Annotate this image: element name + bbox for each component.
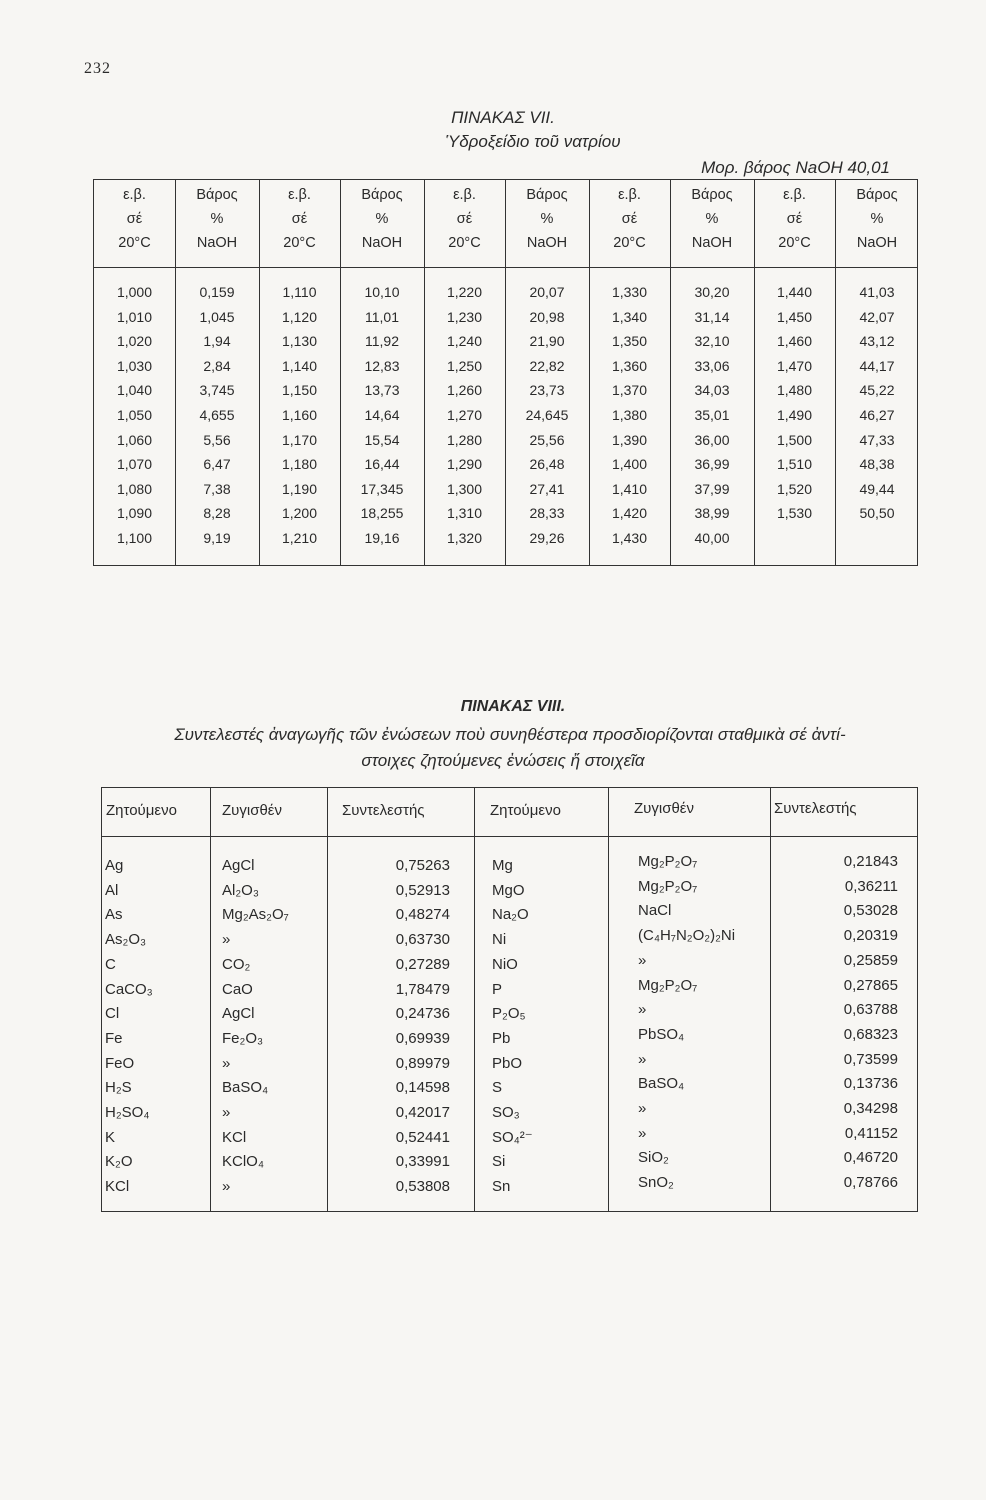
- header-line: σέ: [126, 211, 143, 227]
- sg-value: 1,440: [776, 284, 813, 300]
- header-sought-1: Ζητούμενο: [106, 802, 177, 819]
- sg-value: 1,120: [281, 308, 318, 325]
- pct-column: [175, 280, 259, 551]
- sg-column: [589, 280, 670, 551]
- pct-value: 1,94: [203, 333, 231, 350]
- header-weight-percent: [835, 180, 919, 267]
- sought-cell: Pb: [492, 1029, 511, 1047]
- weighed-cell: BaSO₄: [638, 1075, 685, 1093]
- pct-value: 18,255: [360, 505, 404, 522]
- weighed-cell: AgCl: [222, 857, 255, 874]
- sought-cell: Mg: [492, 857, 513, 874]
- weighed-cell: Mg₂As₂O₇: [222, 906, 289, 924]
- sg-value: 1,010: [116, 308, 153, 325]
- pct-value: 21,90: [529, 333, 565, 350]
- pct-value: 7,38: [203, 480, 231, 497]
- header-line: ε.β.: [453, 187, 476, 203]
- pct-value: 36,99: [694, 456, 730, 473]
- sg-value: 1,390: [611, 431, 648, 448]
- header-line: NaOH: [691, 235, 733, 251]
- pct-value: 45,22: [859, 382, 895, 399]
- header-line: ε.β.: [123, 187, 146, 203]
- factor-cell: 0,41152: [844, 1124, 898, 1142]
- header-line: 20°C: [118, 235, 151, 251]
- factor-cell: 0,78766: [843, 1174, 898, 1192]
- weighed-cell: »: [638, 1100, 647, 1118]
- sg-column: [754, 280, 835, 526]
- pct-value: 2,84: [203, 357, 231, 374]
- sought-cell: As: [105, 906, 123, 924]
- weighed-cell: Mg₂P₂O₇: [638, 877, 698, 895]
- sg-value: 1,370: [611, 382, 648, 399]
- pct-value: 42,07: [859, 308, 895, 325]
- header-sought-2: Ζητούμενο: [490, 802, 561, 819]
- sg-value: 1,450: [776, 308, 813, 325]
- weighed-cell: »: [222, 1104, 231, 1122]
- sought-cell: S: [492, 1079, 503, 1097]
- weighed-cell: SnO₂: [638, 1174, 674, 1192]
- header-line: NaOH: [526, 235, 568, 251]
- sought-cell: Si: [492, 1153, 506, 1171]
- sg-value: 1,400: [611, 456, 648, 473]
- weighed-cell: (C₄H₇N₂O₂)₂Ni: [638, 927, 736, 945]
- pct-value: 17,345: [360, 480, 404, 497]
- header-line: Βάρος: [691, 187, 733, 203]
- pct-value: 46,27: [859, 406, 895, 423]
- header-line: 20°C: [448, 235, 481, 251]
- pct-value: 31,14: [694, 308, 730, 325]
- table8-col-divider: [608, 788, 609, 1211]
- pct-value: 16,44: [364, 456, 400, 473]
- header-line: 20°C: [283, 235, 316, 251]
- sg-value: 1,140: [281, 357, 318, 374]
- sought-cell: H₂SO₄: [105, 1104, 150, 1122]
- sg-value: 1,060: [116, 431, 153, 448]
- sg-value: 1,210: [281, 529, 318, 546]
- sg-value: 1,130: [281, 333, 318, 350]
- gravimetric-factors-table: [101, 787, 918, 1212]
- header-line: σέ: [456, 211, 473, 227]
- sg-value: 1,300: [446, 480, 483, 497]
- pct-value: 19,16: [364, 529, 400, 546]
- sg-value: 1,030: [116, 357, 153, 374]
- sg-column: [259, 280, 340, 551]
- weighed-cell: AgCl: [222, 1005, 255, 1023]
- sought-cell: KCl: [105, 1178, 130, 1196]
- page-number: 232: [84, 60, 111, 77]
- pct-value: 1,045: [199, 308, 235, 325]
- sought-cell: As₂O₃: [105, 931, 147, 949]
- pct-value: 48,38: [859, 456, 895, 473]
- sought-cell: PbO: [492, 1054, 523, 1072]
- pct-value: 20,07: [529, 284, 565, 300]
- header-line: ε.β.: [618, 187, 641, 203]
- factor-cell: 0,13736: [843, 1075, 898, 1093]
- sg-value: 1,150: [281, 382, 318, 399]
- sg-value: 1,230: [446, 308, 483, 325]
- factor-cell: 0,52913: [395, 881, 450, 899]
- sg-value: 1,280: [446, 431, 483, 448]
- sg-value: 1,110: [282, 284, 317, 300]
- factor-cell: 0,89979: [395, 1054, 450, 1072]
- factor-cell: 0,27289: [395, 955, 450, 973]
- header-factor-2: Συντελεστής: [774, 800, 857, 817]
- pct-value: 25,56: [529, 431, 565, 448]
- factor-cell: 0,53028: [843, 902, 898, 920]
- weighed-cell: »: [638, 1124, 647, 1142]
- pct-value: 33,06: [694, 357, 730, 374]
- pct-value: 36,00: [694, 431, 730, 448]
- header-weighed-2: Ζυγισθέν: [634, 800, 694, 817]
- sg-value: 1,020: [116, 333, 153, 350]
- factor-cell: 0,42017: [395, 1104, 450, 1122]
- pct-value: 49,44: [859, 480, 895, 497]
- pct-value: 5,56: [203, 431, 231, 448]
- factor-cell: 0,25859: [843, 951, 898, 969]
- pct-value: 0,159: [199, 284, 235, 300]
- sg-value: 1,290: [446, 456, 483, 473]
- factor-cell: 0,20319: [843, 927, 898, 945]
- weighed-cell: SiO₂: [638, 1149, 669, 1167]
- factor-cell: 0,73599: [843, 1050, 898, 1068]
- factor-cell: 0,48274: [395, 906, 450, 924]
- sought-cell: Ag: [105, 857, 124, 874]
- pct-value: 9,19: [203, 529, 231, 546]
- sg-value: 1,100: [116, 529, 153, 546]
- weighed-column: [638, 850, 768, 1196]
- pct-value: 40,00: [694, 529, 730, 546]
- sg-value: 1,040: [116, 382, 153, 399]
- weighed-cell: Mg₂P₂O₇: [638, 853, 698, 870]
- header-line: σέ: [786, 211, 803, 227]
- pct-value: 11,92: [365, 333, 399, 350]
- pct-value: 3,745: [199, 382, 235, 399]
- header-line: NaOH: [361, 235, 403, 251]
- header-line: %: [375, 211, 389, 227]
- sought-column: [105, 854, 205, 1200]
- header-weight-percent: [670, 180, 754, 267]
- header-specific-gravity: [259, 180, 340, 267]
- weighed-cell: »: [222, 931, 231, 949]
- header-specific-gravity: [589, 180, 670, 267]
- header-line: ε.β.: [783, 187, 806, 203]
- factor-cell: 0,24736: [395, 1005, 450, 1023]
- header-specific-gravity: [94, 180, 175, 267]
- weighed-cell: BaSO₄: [222, 1079, 269, 1097]
- weighed-cell: CaO: [222, 980, 253, 998]
- sought-cell: MgO: [492, 881, 525, 899]
- weighed-cell: PbSO₄: [638, 1025, 685, 1043]
- sought-cell: C: [105, 955, 116, 973]
- pct-value: 38,99: [694, 505, 730, 522]
- weighed-cell: »: [638, 951, 647, 969]
- sg-value: 1,070: [116, 456, 153, 473]
- weighed-cell: »: [638, 1001, 647, 1019]
- weighed-cell: »: [222, 1178, 231, 1196]
- weighed-cell: NaCl: [638, 902, 672, 920]
- pct-value: 23,73: [529, 382, 565, 399]
- sg-value: 1,200: [281, 505, 318, 522]
- header-line: Βάρος: [361, 187, 403, 203]
- factor-cell: 1,78479: [395, 980, 450, 998]
- pct-value: 11,01: [365, 308, 399, 325]
- header-weight-percent: [505, 180, 589, 267]
- sg-value: 1,180: [281, 456, 318, 473]
- sought-cell: FeO: [105, 1054, 135, 1072]
- header-line: Βάρος: [196, 187, 238, 203]
- sought-cell: K: [105, 1128, 116, 1146]
- header-weighed-1: Ζυγισθέν: [222, 802, 282, 819]
- sg-value: 1,160: [281, 406, 318, 423]
- sg-value: 1,260: [446, 382, 483, 399]
- sg-value: 1,430: [611, 529, 648, 546]
- pct-value: 8,28: [203, 505, 231, 522]
- pct-value: 37,99: [694, 480, 730, 497]
- header-line: Βάρος: [856, 187, 898, 203]
- sg-value: 1,050: [116, 406, 153, 423]
- sought-cell: Cl: [105, 1005, 120, 1023]
- pct-value: 47,33: [859, 431, 895, 448]
- header-weight-percent: [340, 180, 424, 267]
- weighed-cell: Fe₂O₃: [222, 1029, 264, 1047]
- factor-cell: 0,33991: [395, 1153, 450, 1171]
- weighed-cell: Al₂O₃: [222, 881, 259, 899]
- sg-value: 1,090: [116, 505, 153, 522]
- factor-cell: 0,27865: [843, 976, 898, 994]
- sg-value: 1,320: [446, 529, 483, 546]
- factor-cell: 0,63730: [395, 931, 450, 949]
- table8-col-divider: [210, 788, 211, 1211]
- sg-value: 1,000: [116, 284, 153, 300]
- sought-cell: P: [492, 980, 503, 998]
- pct-value: 20,98: [529, 308, 565, 325]
- weighed-column: [222, 854, 322, 1200]
- header-line: %: [705, 211, 719, 227]
- factor-cell: 0,52441: [395, 1128, 450, 1146]
- table8-col-divider: [474, 788, 475, 1211]
- pct-value: 26,48: [529, 456, 565, 473]
- table8-col-divider: [770, 788, 771, 1211]
- sg-value: 1,310: [446, 505, 483, 522]
- sg-value: 1,460: [776, 333, 813, 350]
- sought-cell: Sn: [492, 1178, 511, 1196]
- header-line: ε.β.: [288, 187, 311, 203]
- factor-cell: 0,75263: [395, 857, 450, 874]
- pct-value: 22,82: [529, 357, 565, 374]
- weighed-cell: KCl: [222, 1128, 247, 1146]
- sg-value: 1,490: [776, 406, 813, 423]
- factor-cell: 0,68323: [843, 1025, 898, 1043]
- sg-value: 1,410: [611, 480, 648, 497]
- factor-cell: 0,36211: [844, 877, 898, 895]
- sg-value: 1,470: [776, 357, 813, 374]
- pct-value: 30,20: [694, 284, 730, 300]
- sought-cell: P₂O₅: [492, 1005, 526, 1023]
- factor-cell: 0,63788: [843, 1001, 898, 1019]
- pct-value: 15,54: [364, 431, 400, 448]
- factor-column: [772, 850, 898, 1196]
- sought-cell: Ni: [492, 931, 507, 949]
- pct-value: 13,73: [364, 382, 400, 399]
- pct-value: 50,50: [859, 505, 895, 522]
- weighed-cell: CO₂: [222, 955, 251, 973]
- table7-title: ΠΙΝΑΚΑΣ VII.: [451, 108, 555, 127]
- factor-cell: 0,46720: [843, 1149, 898, 1167]
- sg-column: [424, 280, 505, 551]
- header-specific-gravity: [424, 180, 505, 267]
- sought-cell: SO₄²⁻: [492, 1128, 533, 1146]
- header-line: σέ: [291, 211, 308, 227]
- pct-value: 41,03: [859, 284, 895, 300]
- header-line: Βάρος: [526, 187, 568, 203]
- header-line: %: [540, 211, 554, 227]
- pct-value: 4,655: [199, 406, 235, 423]
- header-factor-1: Συντελεστής: [342, 802, 425, 819]
- sought-column: [492, 854, 602, 1200]
- weighed-cell: Mg₂P₂O₇: [638, 976, 698, 994]
- sought-cell: H₂S: [105, 1079, 132, 1097]
- sg-value: 1,530: [776, 505, 813, 522]
- factor-cell: 0,21843: [843, 853, 898, 870]
- pct-value: 6,47: [203, 456, 231, 473]
- pct-value: 35,01: [694, 406, 730, 423]
- sg-value: 1,520: [776, 480, 813, 497]
- sought-cell: CaCO₃: [105, 980, 153, 998]
- table8-subtitle-line1: Συντελεστές ἀναγωγῆς τῶν ἐνώσεων ποὺ συνηθέστερα προσδιορίζονται σταθμικὰ σέ ἀντί-: [174, 725, 846, 744]
- pct-value: 24,645: [525, 406, 569, 423]
- header-line: NaOH: [856, 235, 898, 251]
- table8-subtitle-line2: στοιχες ζητούμενες ἐνώσεις ἤ στοιχεῖα: [361, 751, 645, 770]
- sg-value: 1,480: [776, 382, 813, 399]
- sg-value: 1,510: [776, 456, 813, 473]
- sg-value: 1,340: [611, 308, 648, 325]
- sg-value: 1,500: [776, 431, 813, 448]
- table7-subtitle: Ὑδροξείδιο τοῦ νατρίου: [445, 132, 621, 151]
- pct-value: 28,33: [529, 505, 565, 522]
- weighed-cell: »: [638, 1050, 647, 1068]
- sg-value: 1,170: [281, 431, 318, 448]
- sought-cell: K₂O: [105, 1153, 133, 1171]
- sg-value: 1,350: [611, 333, 648, 350]
- naoh-density-table: [93, 179, 918, 566]
- pct-column: [340, 280, 424, 551]
- pct-value: 43,12: [859, 333, 895, 350]
- weighed-cell: KClO₄: [222, 1153, 264, 1171]
- pct-value: 32,10: [694, 333, 730, 350]
- factor-cell: 0,34298: [843, 1100, 898, 1118]
- sought-cell: SO₃: [492, 1104, 520, 1122]
- sg-value: 1,080: [116, 480, 153, 497]
- sg-value: 1,270: [446, 406, 483, 423]
- header-specific-gravity: [754, 180, 835, 267]
- pct-column: [505, 280, 589, 551]
- sg-value: 1,330: [611, 284, 648, 300]
- sought-cell: Fe: [105, 1029, 123, 1047]
- header-line: 20°C: [613, 235, 646, 251]
- molar-mass-note: Μορ. βάρος NaOH 40,01: [701, 158, 890, 177]
- table8-title: ΠΙΝΑΚΑΣ VIII.: [460, 698, 566, 715]
- pct-value: 29,26: [529, 529, 565, 546]
- sg-value: 1,240: [446, 333, 483, 350]
- weighed-cell: »: [222, 1054, 231, 1072]
- sg-value: 1,190: [281, 480, 318, 497]
- pct-column: [835, 280, 919, 526]
- sought-cell: Al: [105, 881, 119, 899]
- factor-column: [330, 854, 450, 1200]
- header-line: 20°C: [778, 235, 811, 251]
- pct-column: [670, 280, 754, 551]
- sg-column: [94, 280, 175, 551]
- sought-cell: Na₂O: [492, 906, 529, 924]
- pct-value: 14,64: [364, 406, 400, 423]
- table8-header-rule: [102, 836, 917, 837]
- sought-cell: NiO: [492, 955, 518, 973]
- pct-value: 10,10: [364, 284, 400, 300]
- header-line: σέ: [621, 211, 638, 227]
- header-line: %: [210, 211, 224, 227]
- sg-value: 1,380: [611, 406, 648, 423]
- header-line: %: [870, 211, 884, 227]
- pct-value: 12,83: [364, 357, 400, 374]
- sg-value: 1,360: [611, 357, 648, 374]
- sg-value: 1,250: [446, 357, 483, 374]
- pct-value: 34,03: [694, 382, 730, 399]
- pct-value: 27,41: [529, 480, 565, 497]
- sg-value: 1,420: [611, 505, 648, 522]
- sg-value: 1,220: [446, 284, 483, 300]
- table8-col-divider: [327, 788, 328, 1211]
- factor-cell: 0,53808: [395, 1178, 450, 1196]
- factor-cell: 0,69939: [395, 1029, 450, 1047]
- pct-value: 44,17: [859, 357, 895, 374]
- factor-cell: 0,14598: [395, 1079, 450, 1097]
- header-weight-percent: [175, 180, 259, 267]
- header-line: NaOH: [196, 235, 238, 251]
